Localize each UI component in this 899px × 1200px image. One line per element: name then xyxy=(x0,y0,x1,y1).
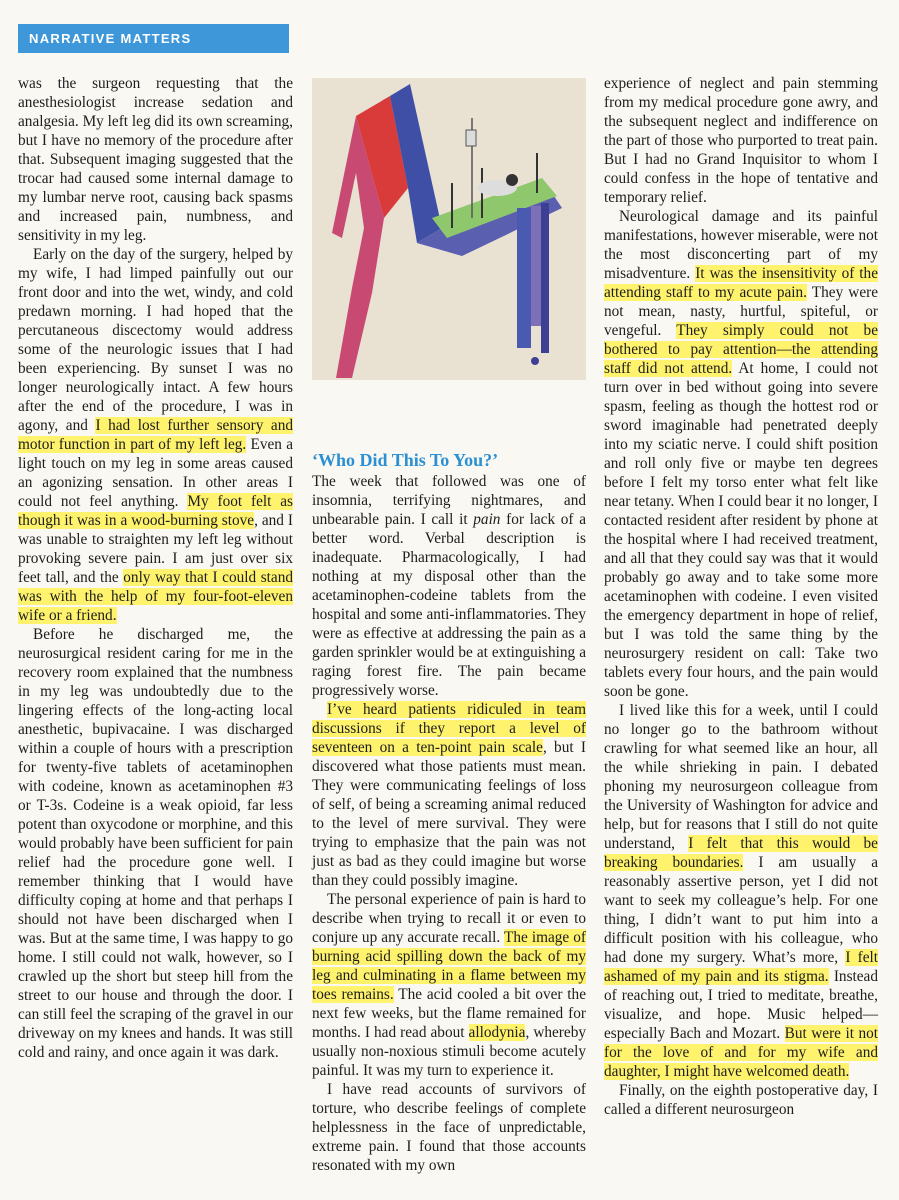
highlighted-text: I’ve heard patients ridiculed in team discussions if they report a level of seventeen on a ten-point pain scale xyxy=(312,701,586,756)
highlighted-text: allodynia xyxy=(468,1024,526,1041)
highlighted-text: I had lost further sensory and motor function in part of my left leg. xyxy=(18,417,293,453)
highlighted-text: They simply could not be bothered to pay attention—the attending staff did not attend. xyxy=(604,322,878,377)
highlighted-text: only way that I could stand was with the help of my four-foot-eleven wife or a friend. xyxy=(18,569,294,624)
section-label: NARRATIVE MATTERS xyxy=(29,31,192,46)
highlighted-text: The image of burning acid spilling down the back of my leg and culminating in a flame between my toes remains. xyxy=(312,929,586,1003)
paragraph: The personal experience of pain is hard to describe when trying to recall it or even to conjure up any accurate recall. The image of burning acid spilling down the back of my leg and culminating in a flame between my toes remains. The acid cooled a bit over the next few weeks, but the flame remained for months. I had read about allodynia, whereby usually non-noxious stimuli become acutely painful. It was my turn to experience it. xyxy=(312,891,586,1079)
highlighted-text: But were it not for the love of and for my wife and daughter, I might have welcomed death. xyxy=(604,1025,879,1080)
paragraph: I lived like this for a week, until I could no longer go to the bathroom without crawling for what seemed like an hour, all the while shrieking in pain. I debated phoning my neurosurgeon colleague from the University of Washington for advice and help, but for reasons that I still do not quite understand, I felt that this would be breaking boundaries. I am usually a reasonably assertive person, yet I did not want to seek my colleague’s help. For one thing, I didn’t want to put him into a difficult position with his colleague, who had done my surgery. What’s more, I felt ashamed of my pain and its stigma. Instead of reaching out, I tried to meditate, breathe, visualize, and hope. Music helped—especially Bach and Mozart. But were it not for the love of and for my wife and daughter, I might have welcomed death. xyxy=(604,702,879,1080)
highlighted-text: My foot felt as though it was in a wood-burning stove xyxy=(18,493,294,529)
highlighted-text: It was the insensitivity of the attending staff to my acute pain. xyxy=(604,265,878,301)
paragraph: I have read accounts of survivors of torture, who describe feelings of complete helplessness in the face of unpredictable, extreme pain. I found that those accounts resonated with my own xyxy=(312,1081,586,1174)
paragraph: The week that followed was one of insomnia, terrifying nightmares, and unbearable pain. I call it pain for lack of a better word. Verbal description is inadequate. Pharmacologically, I had nothing at my disposal other than the acetaminophen-codeine tablets from the hospital and some anti-inflammatories. They were as effective at addressing the pain as a garden sprinkler would be at extinguishing a raging forest fire. The pain became progressively worse. xyxy=(312,473,586,699)
paragraph: Early on the day of the surgery, helped by my wife, I had limped painfully out our front door and into the wet, windy, and cold predawn morning. I had hoped that the percutaneous discectomy would address some of the neurologic issues that I had been experiencing. By sunset I was no longer neurologically intact. A few hours after the end of the procedure, I was in agony, and I had lost further sensory and motor function in part of my left leg. Even a light touch on my leg in some areas caused an agonizing sensation. In other areas I could not feel anything. My foot felt as though it was in a wood-burning stove, and I was unable to straighten my left leg without provoking severe pain. I am just over six feet tall, and the only way that I could stand was with the help of my four-foot-eleven wife or a friend. xyxy=(18,246,294,624)
highlighted-text: I felt that this would be breaking boundaries. xyxy=(604,835,878,871)
article-illustration xyxy=(312,78,586,380)
paragraph: experience of neglect and pain stemming from my medical procedure gone awry, and the subsequent neglect and indifference on the part of those who purported to treat pain. But I had no Grand Inquisitor to whom I could confess in the hope of tentative and temporary relief. xyxy=(604,75,878,206)
paragraph: Neurological damage and its painful manifestations, however miserable, were not the most disconcerting part of my misadventure. It was the insensitivity of the attending staff to my acute pain. They were not mean, nasty, hurtful, spiteful, or vengeful. They simply could not be bothered to pay attention—the attending staff did not attend. At home, I could not turn over in bed without going into severe spasm, feeling as though the hottest rod or sword imaginable had penetrated deeply into my sciatic nerve. I could shift position and roll only five or maybe ten degrees before I felt my torso enter what felt like near tetany. When I could bear it no longer, I contacted resident after resident by phone at the hospital where I had received treatment, and all that they could say was that it would probably go away and to take some more acetaminophen with codeine. I even visited the emergency department in hope of relief, but I was told the same thing by the neurosurgery resident on call: Take two tablets every four hours, and the pain would soon be gone. xyxy=(604,208,879,700)
article-column-3 xyxy=(604,74,878,1119)
section-header-banner xyxy=(18,24,289,53)
article-column-1 xyxy=(18,74,293,1062)
paragraph: I’ve heard patients ridiculed in team discussions if they report a level of seventeen on a ten-point pain scale, but I discovered what those patients must mean. They were communicating feelings of loss of self, of being a screaming animal reduced to the level of mere survival. They were trying to emphasize that the pain was not just as bad as they could imagine but worse than they could possibly imagine. xyxy=(312,701,586,889)
article-column-2 xyxy=(312,450,586,1175)
paragraph: Before he discharged me, the neurosurgical resident caring for me in the recovery room explained that the numbness in my leg was undoubtedly due to the lingering effects of the long-acting local anesthetic, bupivacaine. I was discharged within a couple of hours with a prescription for twenty-five tablets of acetaminophen with codeine, known as acetaminophen #3 or T-3s. Codeine is a weak opioid, far less potent than oxycodone or morphine, and this would probably have been sufficient for pain relief had the procedure gone well. I remember thinking that I would have difficulty coping at home and that perhaps I should not have been discharged when I was. But at the same time, I was happy to go home. I still could not walk, however, so I crawled up the short but steep hill from the street to our house and through the door. I can still feel the scraping of the gravel in our driveway on my knees and hands. It was still cold and rainy, and once again it was dark. xyxy=(18,626,293,1061)
paragraph: was the surgeon requesting that the anesthesiologist increase sedation and analgesia. My left leg did its own screaming, but I have no memory of the procedure after that. Subsequent imaging suggested that the trocar had caused some internal damage to my lumbar nerve root, causing back spasms and increased pain, numbness, and sensitivity in my leg. xyxy=(18,75,293,244)
section-subheading: ‘Who Did This To You?’ xyxy=(312,450,499,470)
hospital-bed-pain-graph-icon xyxy=(312,78,586,380)
paragraph: Finally, on the eighth postoperative day, I called a different neurosurgeon xyxy=(604,1082,878,1118)
highlighted-text: I felt ashamed of my pain and its stigma. xyxy=(604,949,878,985)
